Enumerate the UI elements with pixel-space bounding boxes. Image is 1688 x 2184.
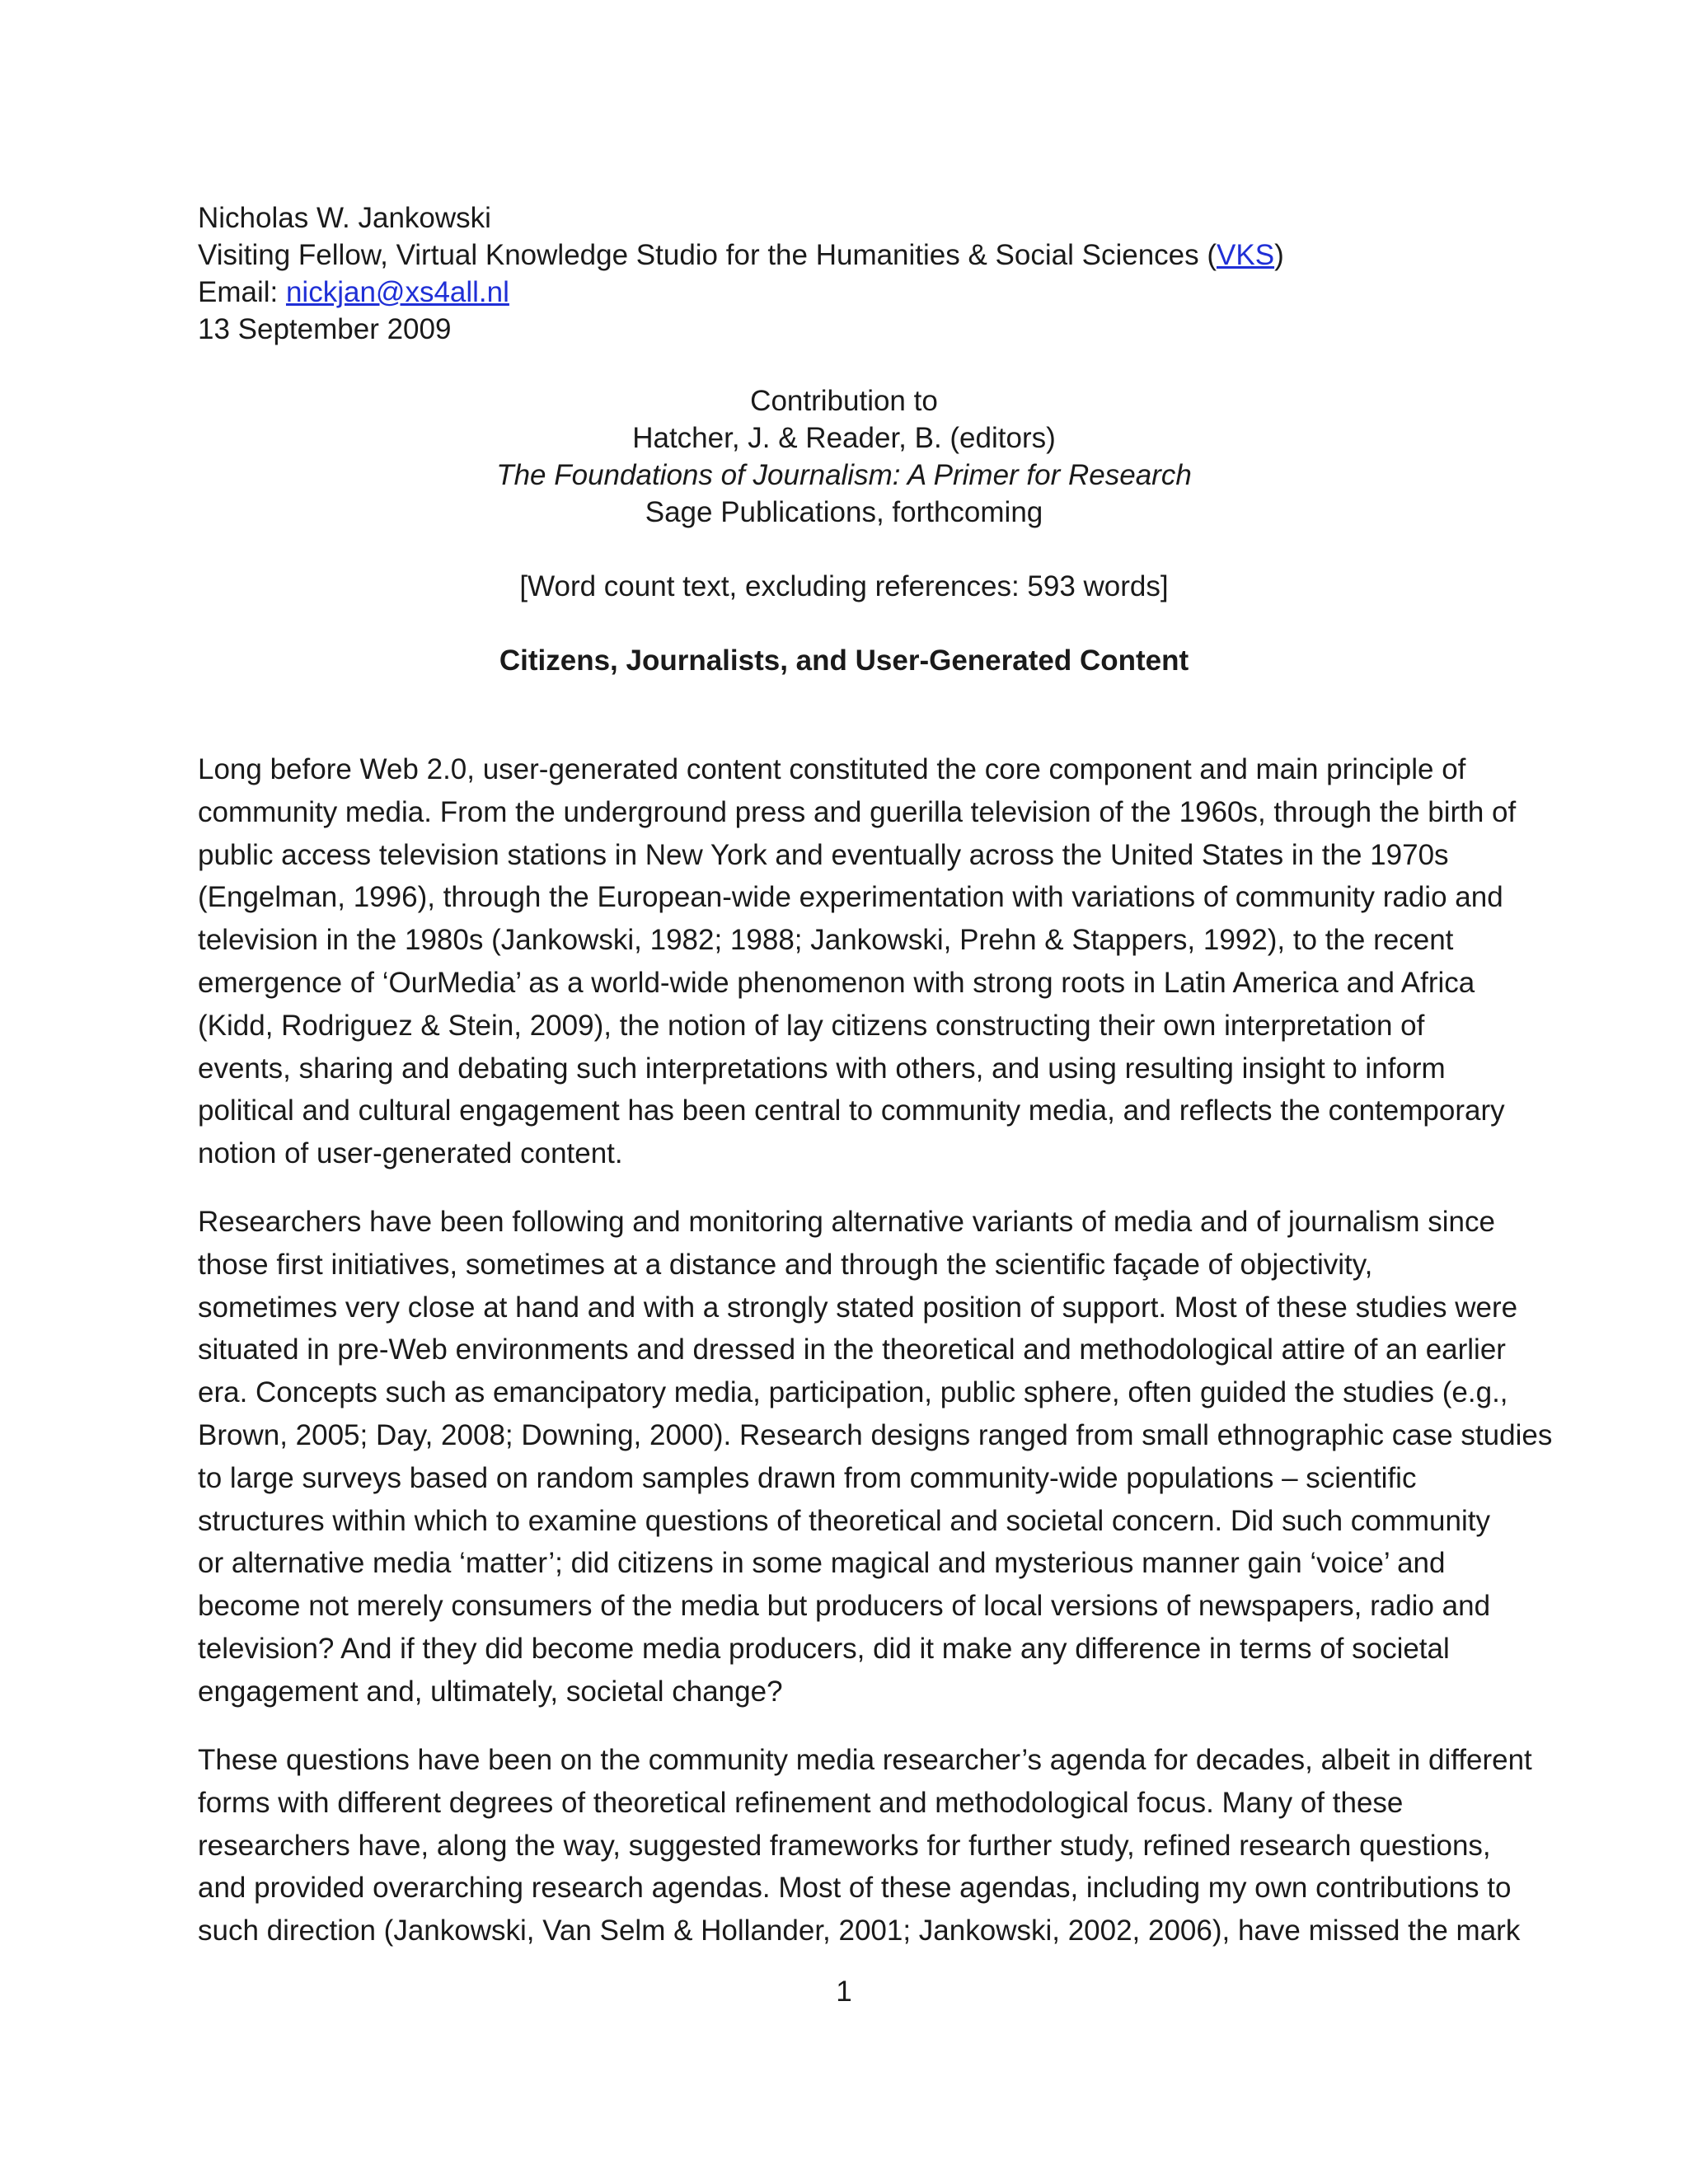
author-email: [198, 274, 1517, 311]
author-affiliation: [198, 237, 1517, 274]
book-title: The Foundations of Journalism: A Primer for Research: [496, 459, 1192, 491]
contribution-block: [0, 382, 1688, 531]
text-line: to large surveys based on random samples drawn from community-wide populations – scientific: [198, 1461, 1417, 1494]
page-number: 1: [836, 1975, 852, 2008]
document-date: 13 September 2009: [198, 313, 452, 345]
text-line: engagement and, ultimately, societal change?: [198, 1675, 783, 1708]
email-link[interactable]: nickjan@xs4all.nl: [285, 276, 509, 308]
article-title: Citizens, Journalists, and User-Generated Content: [499, 644, 1189, 677]
text-line: Brown, 2005; Day, 2008; Downing, 2000). Research designs ranged from small ethnographic case studies: [198, 1418, 1553, 1451]
affiliation-close: ): [1274, 239, 1284, 271]
text-line: public access television stations in New York and eventually across the United States in the 1970s: [198, 838, 1449, 871]
email-label: Email:: [198, 276, 286, 308]
text-line: become not merely consumers of the media but producers of local versions of newspapers, radio and: [198, 1590, 1491, 1623]
text-line: events, sharing and debating such interpretations with others, and using resulting insight to inform: [198, 1052, 1446, 1085]
text-line: such direction (Jankowski, Van Selm & Hollander, 2001; Jankowski, 2002, 2006), have missed the mark: [198, 1915, 1521, 1947]
author-name: Nicholas W. Jankowski: [198, 202, 491, 234]
paragraph-2: [198, 1201, 1553, 1713]
text-line: Researchers have been following and monitoring alternative variants of media and of journalism since: [198, 1206, 1495, 1238]
text-line: forms with different degrees of theoretical refinement and methodological focus. Many of these: [198, 1786, 1404, 1819]
text-line: emergence of ‘OurMedia’ as a world-wide phenomenon with strong roots in Latin America and Africa: [198, 966, 1475, 999]
paragraph-1: [198, 748, 1517, 1175]
text-line: sometimes very close at hand and with a strongly stated position of support. Most of these studies were: [198, 1291, 1518, 1324]
text-line: notion of user-generated content.: [198, 1137, 623, 1170]
author-header: [198, 199, 1517, 348]
text-line: community media. From the underground press and guerilla television of the 1960s, through the birth of: [198, 795, 1517, 828]
text-line: and provided overarching research agendas. Most of these agendas, including my own contributions to: [198, 1872, 1512, 1905]
text-line: political and cultural engagement has been central to community media, and reflects the contemporary: [198, 1094, 1505, 1127]
text-line: (Kidd, Rodriguez & Stein, 2009), the notion of lay citizens constructing their own interpretation of: [198, 1009, 1425, 1042]
vks-link[interactable]: VKS: [1217, 239, 1275, 271]
paragraph-3: [198, 1739, 1532, 1952]
contribution-line: Contribution to: [750, 385, 938, 417]
text-line: Long before Web 2.0, user-generated content constituted the core component and main principle of: [198, 753, 1466, 785]
text-line: structures within which to examine questions of theoretical and societal concern. Did such community: [198, 1504, 1490, 1537]
text-line: television in the 1980s (Jankowski, 1982; 1988; Jankowski, Prehn & Stappers, 1992), to the recent: [198, 924, 1454, 957]
text-line: or alternative media ‘matter’; did citizens in some magical and mysterious manner gain ‘voice’ and: [198, 1547, 1446, 1580]
text-line: television? And if they did become media producers, did it make any difference in terms of societal: [198, 1632, 1450, 1665]
affiliation-text: Visiting Fellow, Virtual Knowledge Studio for the Humanities & Social Sciences (: [198, 239, 1217, 271]
word-count: [Word count text, excluding references: 593 words]: [519, 570, 1169, 602]
editors-line: Hatcher, J. & Reader, B. (editors): [632, 422, 1056, 454]
text-line: era. Concepts such as emancipatory media, participation, public sphere, often guided the studies (e.g.,: [198, 1376, 1508, 1409]
publisher-line: Sage Publications, forthcoming: [645, 496, 1043, 528]
text-line: researchers have, along the way, suggested frameworks for further study, refined research questions,: [198, 1829, 1491, 1862]
text-line: situated in pre-Web environments and dressed in the theoretical and methodological attire of an earlier: [198, 1333, 1506, 1366]
text-line: those first initiatives, sometimes at a distance and through the scientific façade of objectivity,: [198, 1248, 1373, 1281]
text-line: (Engelman, 1996), through the European-wide experimentation with variations of community radio and: [198, 881, 1503, 914]
text-line: These questions have been on the community media researcher’s agenda for decades, albeit in different: [198, 1744, 1532, 1776]
